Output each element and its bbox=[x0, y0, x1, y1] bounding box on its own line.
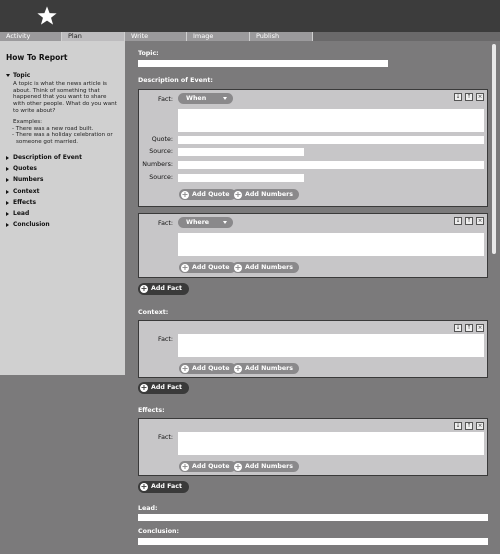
fact-box bbox=[138, 418, 488, 476]
add-fact-button[interactable]: + Add Fact bbox=[138, 382, 189, 394]
sidebar-item-effects[interactable] bbox=[6, 197, 119, 208]
plus-icon: + bbox=[234, 461, 242, 471]
tab-write[interactable]: Write bbox=[125, 32, 187, 41]
add-quote-button[interactable]: + Add Quote bbox=[179, 189, 236, 200]
sidebar-item-quotes[interactable] bbox=[6, 163, 119, 174]
tab-image[interactable]: Image bbox=[187, 32, 250, 41]
sidebar-item-label: Description of Event bbox=[13, 153, 82, 161]
move-up-icon[interactable]: ↑ bbox=[466, 423, 472, 429]
plus-icon: + bbox=[181, 461, 189, 471]
expand-down-icon bbox=[6, 74, 10, 77]
chevron-down-icon bbox=[223, 221, 227, 224]
plus-icon: + bbox=[234, 363, 242, 373]
effects-label: Effects: bbox=[138, 407, 165, 414]
topic-examples-label: Examples: bbox=[13, 119, 43, 126]
sidebar-item-lead[interactable] bbox=[6, 208, 119, 219]
tab-bar bbox=[0, 32, 500, 41]
sidebar-item-context[interactable] bbox=[6, 186, 119, 197]
plus-icon: + bbox=[181, 363, 189, 373]
scrollbar-thumb[interactable] bbox=[492, 44, 496, 254]
add-quote-button[interactable]: + Add Quote bbox=[179, 262, 236, 273]
quote-label: Quote: bbox=[151, 136, 173, 143]
sidebar-item-description-of-event[interactable] bbox=[6, 152, 119, 163]
topic-input[interactable] bbox=[138, 60, 388, 67]
fact-label: Fact: bbox=[158, 220, 173, 227]
add-numbers-button[interactable]: + Add Numbers bbox=[232, 461, 299, 472]
numbers-source-field[interactable] bbox=[178, 174, 304, 182]
topic-example: - There was a new road built. bbox=[12, 125, 94, 132]
plus-icon: + bbox=[181, 189, 189, 199]
chevron-down-icon bbox=[223, 97, 227, 100]
add-numbers-button[interactable]: + Add Numbers bbox=[232, 363, 299, 374]
expand-right-icon bbox=[6, 190, 9, 194]
quote-field[interactable] bbox=[178, 136, 484, 144]
plus-icon: + bbox=[234, 189, 242, 199]
fact-type-value: Where bbox=[186, 219, 210, 226]
plus-icon: + bbox=[140, 284, 148, 293]
fact-box bbox=[138, 320, 488, 378]
close-icon[interactable]: × bbox=[477, 94, 483, 100]
close-icon[interactable]: × bbox=[477, 218, 483, 224]
move-up-icon[interactable]: ↑ bbox=[466, 325, 472, 331]
source-label: Source: bbox=[149, 148, 173, 155]
fact-type-select[interactable] bbox=[178, 93, 233, 104]
fact-label: Fact: bbox=[158, 96, 173, 103]
topic-example: - There was a holiday celebration or someone got married. bbox=[12, 132, 113, 146]
plus-icon: + bbox=[140, 383, 148, 392]
sidebar-item-label: Lead bbox=[13, 210, 30, 218]
sidebar-item-label: Numbers bbox=[13, 176, 44, 184]
add-quote-button[interactable]: + Add Quote bbox=[179, 461, 236, 472]
fact-text-field[interactable] bbox=[178, 233, 484, 256]
add-numbers-button[interactable]: + Add Numbers bbox=[232, 262, 299, 273]
lead-label: Lead: bbox=[138, 505, 158, 512]
topic-label: Topic: bbox=[138, 50, 159, 57]
expand-right-icon bbox=[6, 167, 9, 171]
move-down-icon[interactable]: ↓ bbox=[455, 94, 461, 100]
expand-right-icon bbox=[6, 156, 9, 160]
close-icon[interactable]: × bbox=[477, 325, 483, 331]
sidebar-item-label: Quotes bbox=[13, 164, 38, 172]
top-bar bbox=[0, 0, 500, 32]
sidebar-item-label: Effects bbox=[13, 198, 37, 206]
description-of-event-label: Description of Event: bbox=[138, 77, 213, 84]
fact-text-field[interactable] bbox=[178, 432, 484, 455]
expand-right-icon bbox=[6, 178, 9, 182]
plus-icon: + bbox=[234, 262, 242, 272]
tab-activity[interactable]: Activity bbox=[0, 32, 62, 41]
conclusion-input[interactable] bbox=[138, 538, 488, 545]
sidebar-item-topic[interactable] bbox=[6, 70, 119, 81]
sidebar-item-conclusion[interactable] bbox=[6, 219, 119, 230]
add-fact-button[interactable]: + Add Fact bbox=[138, 481, 189, 493]
fact-box bbox=[138, 213, 488, 278]
expand-right-icon bbox=[6, 223, 9, 227]
fact-text-field[interactable] bbox=[178, 109, 484, 132]
fact-label: Fact: bbox=[158, 434, 173, 441]
sidebar-item-numbers[interactable] bbox=[6, 174, 119, 185]
how-to-report-panel bbox=[0, 41, 125, 375]
expand-right-icon bbox=[6, 212, 9, 216]
plus-icon: + bbox=[140, 482, 148, 491]
quote-source-field[interactable] bbox=[178, 148, 304, 156]
close-icon[interactable]: × bbox=[477, 423, 483, 429]
source-label: Source: bbox=[149, 174, 173, 181]
tab-plan[interactable]: Plan bbox=[62, 32, 125, 41]
sidebar-item-label: Topic bbox=[13, 72, 31, 79]
sidebar-title: How To Report bbox=[6, 53, 68, 62]
topic-description: A topic is what the news article is about. Think of something that happened that you want to share with other people. What do you want to write about? bbox=[13, 81, 117, 114]
add-quote-button[interactable]: + Add Quote bbox=[179, 363, 236, 374]
add-fact-button[interactable]: + Add Fact bbox=[138, 283, 189, 295]
sidebar-item-label: Context bbox=[13, 187, 40, 195]
fact-type-select[interactable] bbox=[178, 217, 233, 228]
tab-publish[interactable]: Publish bbox=[250, 32, 313, 41]
fact-label: Fact: bbox=[158, 336, 173, 343]
fact-text-field[interactable] bbox=[178, 334, 484, 357]
move-up-icon[interactable]: ↑ bbox=[466, 94, 472, 100]
conclusion-label: Conclusion: bbox=[138, 528, 180, 535]
numbers-label: Numbers: bbox=[142, 161, 173, 168]
fact-box bbox=[138, 89, 488, 207]
expand-right-icon bbox=[6, 201, 9, 205]
context-label: Context: bbox=[138, 309, 169, 316]
move-down-icon[interactable]: ↓ bbox=[455, 218, 461, 224]
move-down-icon[interactable]: ↓ bbox=[455, 325, 461, 331]
move-down-icon[interactable]: ↓ bbox=[455, 423, 461, 429]
lead-input[interactable] bbox=[138, 514, 488, 521]
fact-type-value: When bbox=[186, 95, 207, 102]
add-numbers-button[interactable]: + Add Numbers bbox=[232, 189, 299, 200]
move-up-icon[interactable]: ↑ bbox=[466, 218, 472, 224]
star-icon bbox=[36, 5, 58, 27]
plus-icon: + bbox=[181, 262, 189, 272]
numbers-field[interactable] bbox=[178, 161, 484, 169]
sidebar-item-label: Conclusion bbox=[13, 221, 50, 229]
